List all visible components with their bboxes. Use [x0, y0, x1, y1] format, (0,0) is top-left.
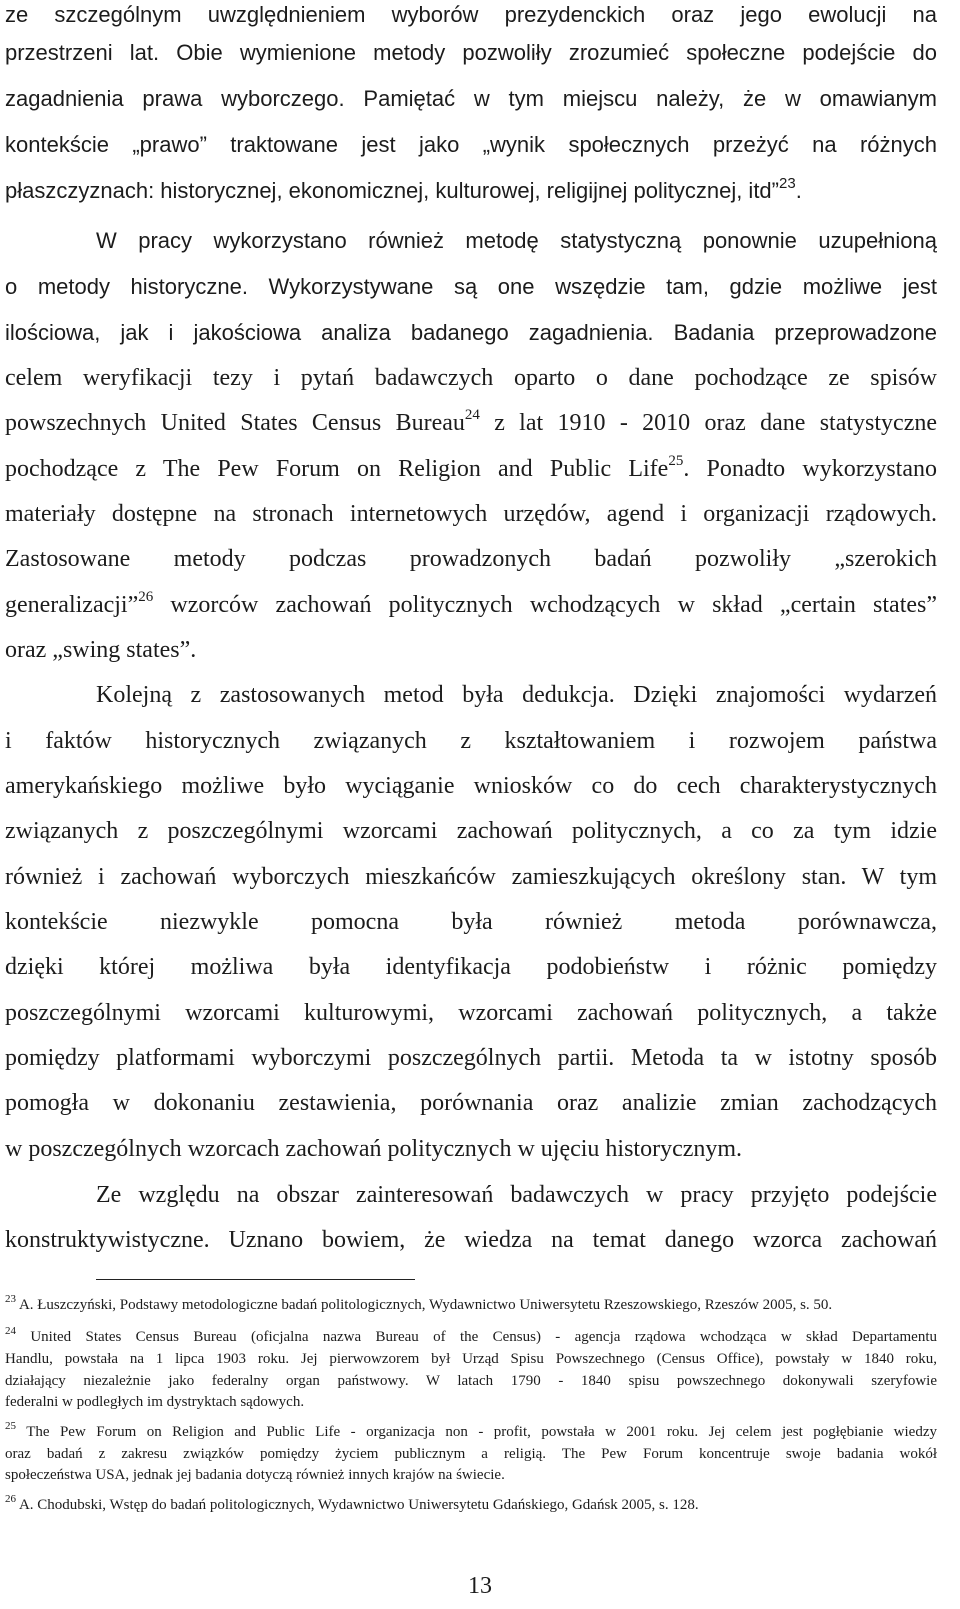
footnote-ref: 23: [779, 174, 796, 192]
footnote-25: [5, 1422, 937, 1443]
body-line: pomiędzy platformami wyborczymi poszczególnych partii. Metoda ta w istotny sposób: [5, 1045, 937, 1071]
body-line: [5, 176, 937, 206]
footnote-line: Handlu, powstała na 1 lipca 1903 roku. Jej pierwowzorem był Urząd Spisu Powszechnego (Census Office), powstały w 1840 roku,: [5, 1351, 937, 1367]
footnote-number: 24: [5, 1325, 16, 1337]
footnote-text: A. Łuszczyński, Podstawy metodologiczne badań politologicznych, Wydawnictwo Uniwersytetu Rzeszowskiego, Rzeszów 2005, s. 50.: [18, 1297, 833, 1313]
body-line: ze szczególnym uwzględnieniem wyborów prezydenckich oraz jego ewolucji na: [5, 2, 937, 27]
body-text: z lat 1910 - 2010 oraz dane statystyczne: [494, 410, 937, 436]
body-line: amerykańskiego możliwe było wyciąganie wniosków co do cech charakterystycznych: [5, 773, 937, 799]
body-line: [5, 408, 937, 438]
body-text: płaszczyznach: historycznej, ekonomicznej, kulturowej, religijnej politycznej, itd”: [5, 178, 779, 203]
footnote-ref: 26: [138, 589, 154, 605]
footnote-text: The Pew Forum on Religion and Public Life - organizacja non - profit, powstała w 2001 roku. Jej celem jest pogłębianie wiedzy: [26, 1424, 937, 1440]
body-line: Kolejną z zastosowanych metod była dedukcja. Dzięki znajomości wydarzeń: [96, 682, 937, 708]
footnote-26: [5, 1495, 937, 1516]
footnote-line: oraz badań z zakresu związków pomiędzy życiem publicznym a religią. The Pew Forum koncentruje swoje badania wokół: [5, 1446, 937, 1462]
body-line: Zastosowane metody podczas prowadzonych badań pozwoliły „szerokich: [5, 546, 937, 572]
footnote-separator: [96, 1279, 415, 1280]
body-line: celem weryfikacji tezy i pytań badawczych oparto o dane pochodzące ze spisów: [5, 365, 937, 391]
footnote-text: A. Chodubski, Wstęp do badań politologicznych, Wydawnictwo Uniwersytetu Gdańskiego, Gdańsk 2005, s. 128.: [18, 1497, 699, 1513]
footnote-ref: 25: [668, 453, 684, 469]
body-line: i faktów historycznych związanych z kształtowaniem i rozwojem państwa: [5, 728, 937, 754]
body-line: ilościowa, jak i jakościowa analiza badanego zagadnienia. Badania przeprowadzone: [5, 320, 937, 345]
footnote-line: federalni w podległych im dystryktach sądowych.: [5, 1394, 305, 1410]
body-line: zagadnienia prawa wyborczego. Pamiętać w tym miejscu należy, że w omawianym: [5, 86, 937, 111]
body-text: powszechnych United States Census Bureau: [5, 410, 465, 436]
body-line: [5, 590, 937, 620]
body-line: kontekście „prawo” traktowane jest jako „wynik społecznych przeżyć na różnych: [5, 132, 937, 157]
body-text: wzorców zachowań politycznych wchodzących w skład „certain states”: [170, 592, 938, 618]
footnote-23: [5, 1295, 937, 1316]
body-line: o metody historyczne. Wykorzystywane są one wszędzie tam, gdzie możliwe jest: [5, 274, 937, 299]
body-text: . Ponadto wykorzystano: [683, 456, 937, 482]
body-text: .: [795, 178, 802, 203]
body-line: W pracy wykorzystano również metodę statystyczną ponownie uzupełnioną: [96, 228, 937, 253]
body-line: materiały dostępne na stronach internetowych urzędów, agend i organizacji rządowych.: [5, 501, 937, 527]
body-line: pomogła w dokonaniu zestawienia, porównania oraz analizie zmian zachodzących: [5, 1090, 937, 1116]
footnote-number: 23: [5, 1293, 16, 1305]
footnote-number: 26: [5, 1493, 16, 1505]
footnote-ref: 24: [464, 407, 480, 423]
body-line: dzięki której możliwa była identyfikacja podobieństw i różnic pomiędzy: [5, 954, 937, 980]
body-text: generalizacji”: [5, 592, 139, 618]
body-line: przestrzeni lat. Obie wymienione metody pozwoliły zrozumieć społeczne podejście do: [5, 40, 937, 65]
body-line: Ze względu na obszar zainteresowań badawczych w pracy przyjęto podejście: [96, 1182, 937, 1208]
footnote-line: społeczeństwa USA, jednak jej badania dotyczą również innych krajów na świecie.: [5, 1467, 505, 1483]
body-line: konstruktywistyczne. Uznano bowiem, że wiedza na temat danego wzorca zachowań: [5, 1227, 937, 1253]
footnote-line: działający niezależnie jako federalny organ państwowy. W latach 1790 - 1840 spisu powszechnego dokonywali szeryfowie: [5, 1373, 937, 1389]
page-number: 13: [468, 1573, 492, 1599]
body-line: kontekście niezwykle pomocna była również metoda porównawcza,: [5, 909, 937, 935]
body-text: pochodzące z The Pew Forum on Religion and Public Life: [5, 456, 669, 482]
footnote-text: United States Census Bureau (oficjalna nazwa Bureau of the Census) - agencja rządowa wchodząca w skład Departamentu: [30, 1329, 937, 1345]
footnote-24: [5, 1327, 937, 1348]
body-line: poszczególnymi wzorcami kulturowymi, wzorcami zachowań politycznych, a także: [5, 1000, 937, 1026]
body-line: [5, 454, 937, 484]
footnote-number: 25: [5, 1420, 16, 1432]
body-line: w poszczególnych wzorcach zachowań politycznych w ujęciu historycznym.: [5, 1136, 743, 1162]
body-line: również i zachowań wyborczych mieszkańców zamieszkujących określony stan. W tym: [5, 864, 937, 890]
body-line: oraz „swing states”.: [5, 637, 197, 663]
body-line: związanych z poszczególnymi wzorcami zachowań politycznych, a co za tym idzie: [5, 818, 937, 844]
